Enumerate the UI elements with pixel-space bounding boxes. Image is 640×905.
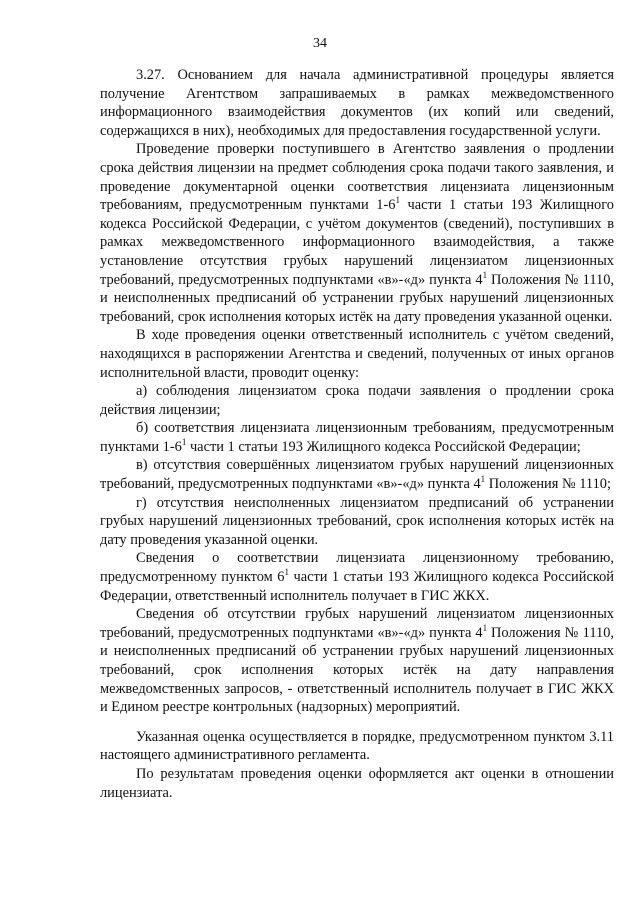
paragraph-text: Указанная оценка осуществляется в порядке, предусмотренном пунктом 3.11 настоящего административного регламента. <box>100 728 614 764</box>
paragraph-text: части 1 статьи 193 Жилищного кодекса Российской Федерации; <box>186 438 581 455</box>
paragraph-text: Положения № 1110; <box>485 476 611 493</box>
paragraph-p6 <box>100 456 614 493</box>
paragraph-text: По результатам проведения оценки оформляется акт оценки в отношении лицензиата. <box>100 765 614 801</box>
paragraph-p2 <box>100 140 614 326</box>
paragraph-p3 <box>100 326 614 382</box>
superscript: 1 <box>482 623 488 634</box>
document-body <box>100 66 614 802</box>
paragraph-p7 <box>100 494 614 550</box>
paragraph-text: части 1 статьи 193 Жилищного кодекса Российской Федерации, с учётом документов (сведений), поступивших в рамках межведомственного информационного взаимодействия, а также установление отсутствия грубых нарушений лицензиатом лицензионных требований, предусмотренных подпунктами «в»-«д» пункта 4 <box>100 197 614 288</box>
paragraph-p5 <box>100 419 614 456</box>
superscript: 1 <box>181 437 187 448</box>
paragraph-text: Сведения о соответствии лицензиата лицензионному требованию, предусмотренному пунктом 6 <box>100 550 614 586</box>
paragraph-text: Положения № 1110, и неисполненных предписаний об устранении грубых нарушений лицензионных требований, срок исполнения которых истёк на дату проведения указанной оценки. <box>100 271 614 325</box>
paragraph-text: г) отсутствия неисполненных лицензиатом предписаний об устранении грубых нарушений лицензионных требований, срок исполнения которых истёк на дату проведения указанной оценки. <box>100 494 614 548</box>
superscript: 1 <box>284 567 289 578</box>
paragraph-p10 <box>100 728 614 765</box>
paragraph-text: Сведения об отсутствии грубых нарушений лицензиатом лицензионных требований, предусмотренных подпунктами «в»-«д» пункта 4 <box>100 606 614 641</box>
paragraph-text: Положения № 1110, и неисполненных предписаний об устранении грубых нарушений лицензионных требований, срок исполнения которых истёк на дату направления межведомственных запросов, - ответственный исполнитель получает в ГИС ЖКХ и Едином реестре контрольных (надзорных) мероприятий. <box>100 624 614 716</box>
paragraph-p11 <box>100 765 614 802</box>
paragraph-p8 <box>100 549 614 605</box>
paragraph-text: части 1 статьи 193 Жилищного кодекса Российской Федерации, ответственный исполнитель получает в ГИС ЖКХ. <box>100 569 614 604</box>
paragraph-p1 <box>100 66 614 140</box>
paragraph-text: Проведение проверки поступившего в Агентство заявления о продлении срока действия лицензии на предмет соблюдения срока подачи такого заявления, и проведение документарной оценки соответствия лицензиата лицензионным требованиям, предусмотренным пунктами 1-6 <box>100 141 614 214</box>
paragraph-text: В ходе проведения оценки ответственный исполнитель с учётом сведений, находящихся в распоряжении Агентства и сведений, полученных от иных органов исполнительной власти, проводит оценку: <box>100 327 614 381</box>
paragraph-text: б) соответствия лицензиата лицензионным требованиям, предусмотренным пунктами 1-6 <box>100 420 614 455</box>
superscript: 1 <box>482 269 488 280</box>
paragraph-text: 3.27. Основанием для начала административной процедуры является получение Агентством запрашиваемых в рамках межведомственного информационного взаимодействия документов (их копий или сведений, содержащихся в них), необходимых для предоставления государственной услуги. <box>100 67 614 139</box>
paragraph-text: в) отсутствия совершённых лицензиатом грубых нарушений лицензионных требований, предусмотренных подпунктами «в»-«д» пункта 4 <box>100 457 614 493</box>
page-number: 34 <box>313 36 327 51</box>
paragraph-text: а) соблюдения лицензиатом срока подачи заявления о продлении срока действия лицензии; <box>100 383 614 418</box>
superscript: 1 <box>480 474 486 485</box>
paragraph-p9 <box>100 605 614 717</box>
superscript: 1 <box>395 195 400 206</box>
paragraph-p4 <box>100 382 614 419</box>
